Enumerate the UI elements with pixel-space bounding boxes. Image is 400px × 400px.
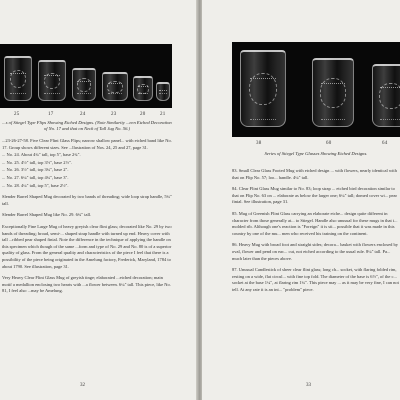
left-page — [0, 0, 198, 400]
flip-glass-5 — [133, 76, 153, 101]
etched-design — [249, 73, 277, 106]
paragraph: Slender Barrel Shaped Mug decorated by two bands of threading; wide loop strap handle, 5¾" tall. — [2, 194, 172, 206]
etched-design — [137, 84, 149, 94]
left-body-text — [2, 138, 172, 300]
paragraph: 85. Mug of Greenish Flint Glass carrying an elaborate etche... design quite different in character from those generally at... to Stiegel. Handle also unusual for these mugs in that i... molded rib. Although one's reaction is "Foreign" it is sti... possible that it was made in this country by one of the mu... men who received his training on the continent. — [232, 210, 398, 236]
right-body-text — [232, 168, 400, 299]
page-number: 32 — [80, 383, 85, 388]
flip-glass-2 — [38, 60, 66, 101]
etched-design — [77, 78, 91, 91]
figure-number: 38 — [256, 141, 262, 146]
etched-design — [320, 78, 346, 107]
paragraph: ... No. 27. 6¼" tall, top 4¾", base 3". — [2, 174, 69, 180]
right-figure-caption: Series of Stiegel Type Glasses Showing Etched Designs. — [264, 151, 368, 156]
figure-number: 21 — [160, 112, 166, 117]
paragraph: ... No. 24. About 4¾" tall, top 5", base 2¾". — [2, 152, 81, 158]
flip-glass-4 — [102, 72, 128, 101]
flip-glass-3 — [72, 68, 96, 101]
figure-number: 17 — [48, 112, 54, 117]
paragraph: ... No. 25. 4½" tall, top 3½", base 2½". — [2, 159, 72, 165]
figure-number: 25 — [14, 112, 20, 117]
etched-design — [10, 70, 27, 89]
etched-design — [107, 81, 122, 92]
right-page — [202, 0, 400, 400]
etched-design — [379, 83, 400, 109]
left-figure-caption: ...s of Stiegel Type Flips Showing Etched Designs. (Note Similarity ...een Etched Decoration of No. 17 and that on Neck of Tall Jug No. 56.) — [2, 120, 172, 131]
paragraph: Very Heavy Clear Flint Glass Mug of greyish tinge; elaborated ...etched decoration; main motif a medallion enclosing two hearts with ...a flower between. 6¼" tall. This piece, like No. 81, I feel also ...may be Amelung. — [2, 275, 171, 294]
paragraph: 83. Small Clear Glass Footed Mug with etched design ... with flowers, nearly identical with that on Flip No. 57; loo... handle. 4¼" tall. — [232, 168, 397, 180]
figure-number: 20 — [140, 112, 146, 117]
flip-glass-6 — [156, 82, 170, 101]
paragraph: Slender Barrel Shaped Mug like No. 29. 6¾" tall. — [2, 212, 92, 218]
mug-glass-2 — [312, 58, 354, 127]
left-photo-plate — [0, 44, 172, 108]
figure-number: 23 — [111, 112, 117, 117]
paragraph: ... No. 26. 3½" tall, top 3¾", base 2". — [2, 167, 69, 173]
left-figure-numbers — [0, 112, 172, 119]
paragraph: ...23-26-27-58. Five Clear Flint Glass Flips; narrow shallow panel... with etched band like No. 17. Group shows different sizes. See ...llustration of Nos. 24, 25 and 27, page 31. — [2, 138, 172, 150]
flip-glass-1 — [4, 56, 32, 101]
paragraph: 87. Unusual Candlestick of sheer clear flint glass; long ch... socket, with flaring folded rim, resting on a wide, flat circul... with fine top fold. The diameter of the base is 6½", of the c... socket at the base 1¼", at flaring rim 1¾". This piece may ... as it may be very fine, I can not tell. At any rate it is an int... "problem" piece. — [232, 267, 399, 292]
figure-number: 24 — [80, 112, 86, 117]
page-number: 33 — [306, 383, 311, 388]
figure-number: 64 — [382, 141, 388, 146]
paragraph: Exceptionally Fine Large Mug of heavy greyish clear flint glass; decorated like No. 29 by two bands of threading; broad, semi-... shaped strap handle with turned up end. Heavy cover with tall ...ribbed pear shaped finial. Note the difference in the technique of applying the handle on this specimen which though of the same ...form and type of No. 29 and No. 80 is of a superior quality of glass. From the general quality and characteristics of the piece I feel that there is a possibility of the piece being originated in the Amelung factory, Frederick, Maryland, 1784 to about 1790. See illustration, page 31. — [2, 223, 172, 269]
right-figure-numbers — [232, 141, 400, 148]
right-photo-plate — [232, 42, 400, 137]
mug-glass-3 — [372, 64, 400, 127]
paragraph: ... No. 28. 4¼" tall, top 5", base 2½". — [2, 182, 69, 188]
figure-number: 60 — [326, 141, 332, 146]
paragraph: 84. Clear Flint Glass Mug similar to No. 83; loop strap ... etched bird decoration similar to that on Flip No. 63 on ... elaborate as below the larger one; 6¼" tall; domed cover wi... pear finial. See illustration, page 31. — [232, 186, 397, 205]
mug-glass-1 — [240, 50, 286, 127]
paragraph: 86. Heavy Mug with broad foot and straight sides; decora... basket with flowers enclosed by oval, flower and pend on eac... cut, not etched according to the usual rule. 8¼" tall. Pa... much later than the pieces above. — [232, 242, 398, 261]
etched-design — [44, 73, 61, 90]
